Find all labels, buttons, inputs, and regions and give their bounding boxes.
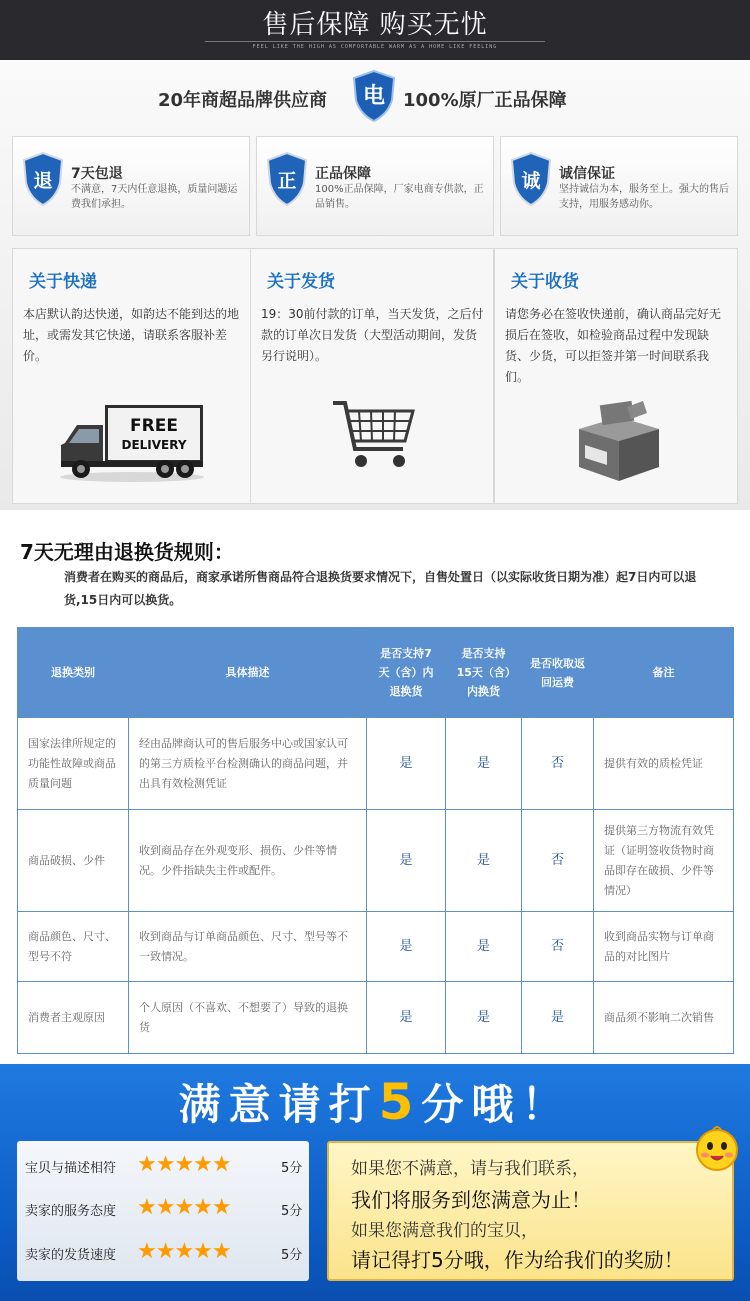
table-cell: 国家法律所规定的功能性故障或商品质量问题: [18, 718, 129, 810]
score-value: 5分: [281, 1248, 303, 1263]
table-cell: 是: [367, 982, 446, 1054]
table-cell: 否: [522, 810, 594, 912]
table-cell: 是: [446, 912, 522, 982]
header-subtitle: FEEL LIKE THE HIGH AS COMFORTABLE WARM AS A HOME LIKE FEELING: [252, 44, 498, 50]
panel-title: 关于快递: [29, 272, 97, 292]
shipping-dispatch-panel: [250, 248, 494, 504]
return-policy-table: [17, 627, 734, 1054]
rating-title-b: 分哦！: [421, 1080, 572, 1129]
table-cell: 是: [446, 718, 522, 810]
page-title: 售后保障 购买无忧: [262, 10, 488, 40]
rules-title: 7天无理由退换货规则：: [20, 540, 234, 564]
table-cell: 商品须不影响二次销售: [594, 982, 734, 1054]
table-cell: 收到商品存在外观变形、损伤、少件等情况。少件指缺失主件或配件。: [129, 810, 367, 912]
table-cell: 提供第三方物流有效凭证（证明签收货物时商品即存在破损、少件等情况）: [594, 810, 734, 912]
supplier-title: 20年商超品牌供应商: [158, 90, 328, 111]
score-row: [17, 1193, 309, 1223]
note-line: 请记得打5分哦，作为给我们的奖励！: [351, 1248, 684, 1272]
shield-icon: [265, 151, 309, 207]
column-header: 备注: [594, 628, 734, 718]
integrity-guarantee-card: [500, 136, 738, 236]
svg-text:电: 电: [362, 84, 386, 109]
column-header: 是否收取返回运费: [522, 628, 594, 718]
card-title: 7天包退: [71, 166, 123, 182]
shopping-cart-icon: [329, 397, 419, 477]
receiving-panel: [494, 248, 738, 504]
rating-title: [0, 1072, 750, 1132]
star-rating-icon: ★★★★★: [137, 1152, 231, 1177]
score-value: 5分: [281, 1204, 303, 1219]
score-value: 5分: [281, 1161, 303, 1176]
score-panel: [17, 1141, 309, 1281]
score-label: 卖家的发货速度: [25, 1248, 117, 1263]
page-header: [0, 0, 750, 60]
svg-text:DELIVERY: DELIVERY: [121, 438, 187, 452]
table-cell: 提供有效的质检凭证: [594, 718, 734, 810]
return-guarantee-card: [12, 136, 250, 236]
note-line: 如果您不满意，请与我们联系，: [351, 1159, 589, 1179]
column-header: 退换类别: [18, 628, 129, 718]
smiley-icon: [694, 1126, 740, 1172]
table-cell: 是: [367, 912, 446, 982]
feedback-note: [327, 1141, 734, 1281]
table-cell: 是: [522, 982, 594, 1054]
card-description: 不满意，7天内任意退换，质量问题运费我们承担。: [71, 184, 238, 210]
table-header-row: [18, 628, 734, 718]
table-cell: 个人原因（不喜欢、不想要了）导致的退换货: [129, 982, 367, 1054]
panel-title: 关于收货: [511, 272, 579, 292]
panel-description: 19：30前付款的订单，当天发货，之后付款的订单次日发货（大型活动期间，发货另行说明）。: [261, 307, 484, 363]
table-cell: 是: [367, 810, 446, 912]
table-cell: 收到商品实物与订单商品的对比图片: [594, 912, 734, 982]
panel-description: 请您务必在签收快递前，确认商品完好无损后在签收，如检验商品过程中发现缺货、少货，可以拒签并第一时间联系我们。: [505, 307, 722, 384]
genuine-title: 100%原厂正品保障: [403, 90, 567, 111]
table-cell: 商品颜色、尺寸、型号不符: [18, 912, 129, 982]
score-row: [17, 1237, 309, 1267]
table-cell: 经由品牌商认可的售后服务中心或国家认可的第三方质检平台检测确认的商品问题，并出具有效检测凭证: [129, 718, 367, 810]
table-cell: 是: [367, 718, 446, 810]
shield-icon: [21, 151, 65, 207]
shipping-courier-panel: [12, 248, 256, 504]
card-description: 坚持诚信为本，服务至上。强大的售后支持，用服务感动你。: [559, 184, 729, 210]
genuine-guarantee-card: [256, 136, 494, 236]
svg-text:正: 正: [277, 170, 297, 192]
star-rating-icon: ★★★★★: [137, 1239, 231, 1264]
table-cell: 否: [522, 718, 594, 810]
svg-text:FREE: FREE: [130, 416, 178, 436]
table-row: [18, 718, 734, 810]
note-line: 我们将服务到您满意为止！: [351, 1188, 591, 1212]
svg-text:退: 退: [33, 170, 53, 192]
panel-description: 本店默认韵达快递，如韵达不能到达的地址，或需发其它快递，请联系客服补差价。: [23, 307, 240, 363]
table-row: [18, 982, 734, 1054]
header-divider: [205, 41, 545, 42]
table-row: [18, 810, 734, 912]
rating-title-a: 满意请打: [178, 1080, 379, 1129]
table-cell: 否: [522, 912, 594, 982]
shield-icon: [352, 70, 396, 122]
rules-description: 消费者在购买的商品后，商家承诺所售商品符合退换货要求情况下，自售处置日（以实际收货日期为准）起7日内可以退货,15日内可以换货。: [64, 570, 697, 607]
table-cell: 是: [446, 982, 522, 1054]
card-description: 100%正品保障，厂家电商专供款，正品销售。: [315, 184, 484, 210]
column-header: 是否支持15天（含）内换货: [446, 628, 522, 718]
column-header: 具体描述: [129, 628, 367, 718]
score-label: 宝贝与描述相符: [25, 1161, 117, 1176]
note-line: 如果您满意我们的宝贝，: [351, 1221, 538, 1241]
table-row: [18, 912, 734, 982]
score-row: [17, 1150, 309, 1180]
svg-text:诚: 诚: [521, 170, 541, 192]
table-cell: 收到商品与订单商品颜色、尺寸、型号等不一致情况。: [129, 912, 367, 982]
card-title: 正品保障: [315, 166, 371, 182]
shield-icon: [509, 151, 553, 207]
table-cell: 消费者主观原因: [18, 982, 129, 1054]
rating-title-five: 5: [378, 1073, 422, 1131]
star-rating-icon: ★★★★★: [137, 1195, 231, 1220]
table-cell: 是: [446, 810, 522, 912]
parcel-box-icon: [571, 399, 667, 483]
score-label: 卖家的服务态度: [25, 1204, 117, 1219]
column-header: 是否支持7天（含）内退换货: [367, 628, 446, 718]
free-delivery-truck-icon: [57, 397, 207, 483]
card-title: 诚信保证: [559, 166, 615, 182]
panel-title: 关于发货: [267, 272, 335, 292]
table-cell: 商品破损、少件: [18, 810, 129, 912]
